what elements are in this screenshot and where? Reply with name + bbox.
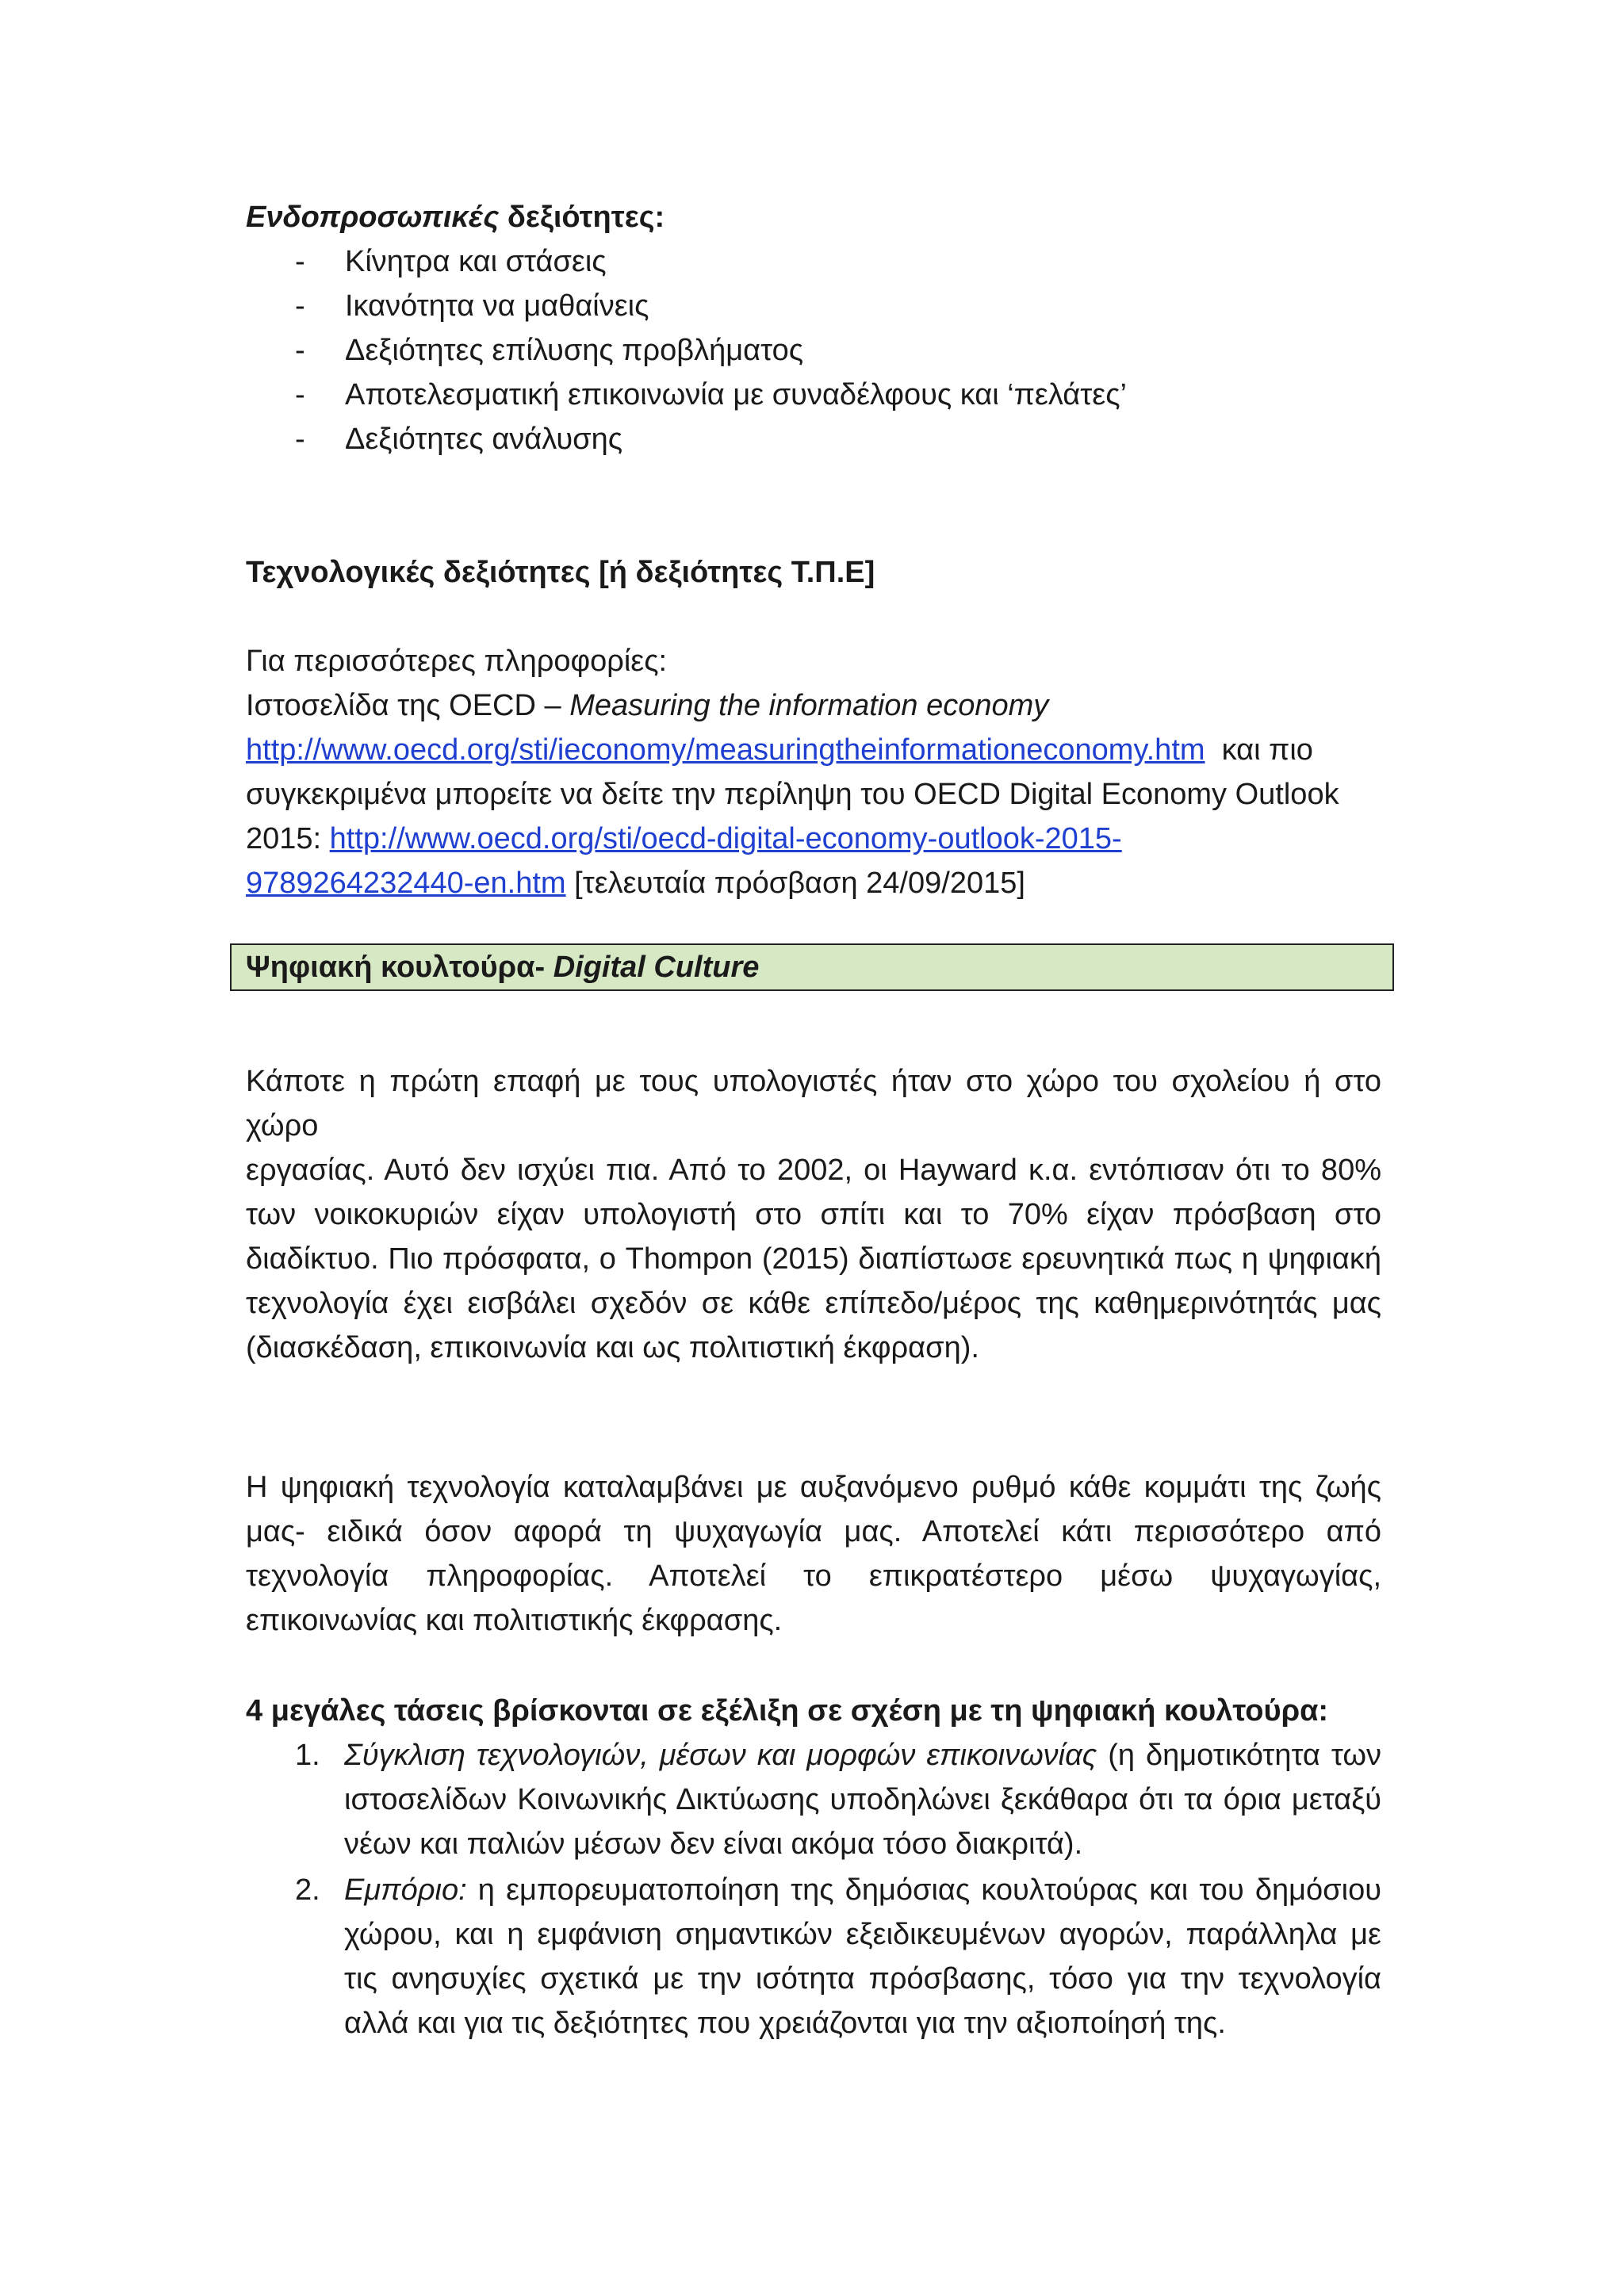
list-item [246, 1868, 1381, 2045]
list-item [246, 328, 1381, 373]
tech-access-note: [τελευταία πρόσβαση 24/09/2015] [565, 867, 1025, 900]
dash-marker: - [295, 289, 305, 323]
section-heading-box [230, 943, 1394, 991]
spacer [246, 461, 1381, 550]
tech-summary-line: συγκεκριμένα μπορείτε να δείτε την περίληψη του OECD Digital Economy Outlook [246, 778, 1339, 811]
oecd-information-economy-link[interactable]: http://www.oecd.org/sti/ieconomy/measuringtheinformationeconomy.htm [246, 733, 1205, 767]
document-content [246, 195, 1381, 2047]
spacer [246, 1370, 1381, 1465]
tech-year-prefix: 2015: [246, 822, 330, 855]
paragraph-line: ιστοσελίδων Κοινωνικής Δικτύωσης υποδηλώνει ξεκάθαρα ότι τα όρια μεταξύ [344, 1783, 1381, 1816]
oecd-outlook-link-part1[interactable]: http://www.oecd.org/sti/oecd-digital-economy-outlook-2015- [329, 822, 1122, 855]
tech-site-line [246, 683, 1381, 728]
paragraph-line: τις ανησυχίες σχετικά με την ισότητα πρόσβασης, τόσο για την τεχνολογία [344, 1962, 1381, 1996]
interpersonal-list [246, 239, 1381, 461]
paragraph-line: Η ψηφιακή τεχνολογία καταλαμβάνει με αυξανόμενο ρυθμό κάθε κομμάτι της ζωής [246, 1471, 1381, 1504]
section-title-italic: Digital Culture [553, 951, 760, 984]
spacer [246, 595, 1381, 639]
paragraph-line: τεχνολογία έχει εισβάλει σχεδόν σε κάθε επίπεδο/μέρος της καθημερινότητάς μας [246, 1287, 1381, 1320]
dash-marker: - [295, 423, 305, 456]
list-item [246, 239, 1381, 284]
interpersonal-heading-rest: δεξιότητες: [499, 201, 665, 234]
tech-site-prefix: Ιστοσελίδα της OECD – [246, 689, 570, 722]
list-item [246, 284, 1381, 328]
list-item-text: Δεξιότητες ανάλυσης [345, 423, 623, 456]
list-number: 1. [295, 1739, 320, 1772]
trend-first-rest: (η δημοτικότητα των [1097, 1739, 1381, 1772]
digital-culture-paragraph-2 [246, 1465, 1381, 1643]
paragraph-line: επικοινωνίας και πολιτιστικής έκφρασης. [246, 1604, 783, 1637]
paragraph-line: εργασίας. Αυτό δεν ισχύει πια. Από το 2002, οι Hayward κ.α. εντόπισαν ότι το 80% [246, 1154, 1381, 1187]
list-item [246, 373, 1381, 417]
dash-marker: - [295, 245, 305, 278]
tech-after-link1: και πιο [1205, 733, 1313, 767]
trend-title: Σύγκλιση τεχνολογιών, μέσων και μορφών επικοινωνίας [344, 1739, 1097, 1772]
paragraph-line: διαδίκτυο. Πιο πρόσφατα, ο Thompon (2015) διαπίστωσε ερευνητικά πως η ψηφιακή [246, 1242, 1381, 1276]
tech-link1-line [246, 728, 1381, 772]
trend-first-rest: η εμπορευματοποίηση της δημόσιας κουλτούρας και του δημόσιου [466, 1873, 1381, 1907]
tech-site-title: Measuring the information economy [569, 689, 1049, 722]
paragraph-line: Κάποτε η πρώτη επαφή με τους υπολογιστές ήταν στο χώρο του σχολείου ή στο χώρο [246, 1065, 1381, 1142]
paragraph-line: νέων και παλιών μέσων δεν είναι ακόμα τόσο διακριτά). [344, 1827, 1083, 1861]
list-number: 2. [295, 1873, 320, 1907]
spacer [246, 905, 1381, 943]
paragraph-line: μας- ειδικά όσον αφορά τη ψυχαγωγία μας. Αποτελεί κάτι περισσότερο από [246, 1515, 1381, 1548]
paragraph-line: χώρου, και η εμφάνιση σημαντικών εξειδικευμένων αγορών, παράλληλα με [344, 1918, 1381, 1951]
list-item-text: Ικανότητα να μαθαίνεις [345, 289, 649, 323]
dash-marker: - [295, 334, 305, 367]
trends-list [246, 1733, 1381, 2045]
paragraph-line [344, 1868, 1381, 1912]
tech-heading: Τεχνολογικές δεξιότητες [ή δεξιότητες Τ.Π.Ε] [246, 556, 875, 589]
section-title-bold: Ψηφιακή κουλτούρα- [246, 951, 553, 984]
paragraph-line: αλλά και για τις δεξιότητες που χρειάζονται για την αξιοποίησή της. [344, 2007, 1226, 2040]
trends-heading: 4 μεγάλες τάσεις βρίσκονται σε εξέλιξη σε σχέση με τη ψηφιακή κουλτούρα: [246, 1694, 1329, 1728]
list-item [246, 417, 1381, 461]
paragraph-line: τεχνολογία πληροφορίας. Αποτελεί το επικρατέστερο μέσω ψυχαγωγίας, [246, 1559, 1381, 1593]
digital-culture-paragraph-1 [246, 1059, 1381, 1370]
paragraph-line: των νοικοκυριών είχαν υπολογιστή στο σπίτι και το 70% είχαν πρόσβαση στο [246, 1198, 1381, 1231]
spacer [246, 1643, 1381, 1689]
interpersonal-heading-italic: Ενδοπροσωπικές [246, 201, 500, 234]
paragraph-line [344, 1733, 1381, 1777]
spacer [246, 991, 1381, 1059]
trend-title: Εμπόριο: [344, 1873, 467, 1907]
tech-more-info: Για περισσότερες πληροφορίες: [246, 645, 668, 678]
oecd-outlook-link-part2[interactable]: 9789264232440-en.htm [246, 867, 566, 900]
list-item [246, 1733, 1381, 1866]
list-item-text: Αποτελεσματική επικοινωνία με συναδέλφους και ‘πελάτες’ [345, 378, 1127, 411]
paragraph-line: (διασκέδαση, επικοινωνία και ως πολιτιστική έκφραση). [246, 1331, 979, 1364]
interpersonal-heading [246, 195, 1381, 239]
tech-access-line [246, 861, 1381, 905]
tech-year-line [246, 817, 1381, 861]
list-item-text: Κίνητρα και στάσεις [345, 245, 607, 278]
list-item-text: Δεξιότητες επίλυσης προβλήματος [345, 334, 804, 367]
dash-marker: - [295, 378, 305, 411]
